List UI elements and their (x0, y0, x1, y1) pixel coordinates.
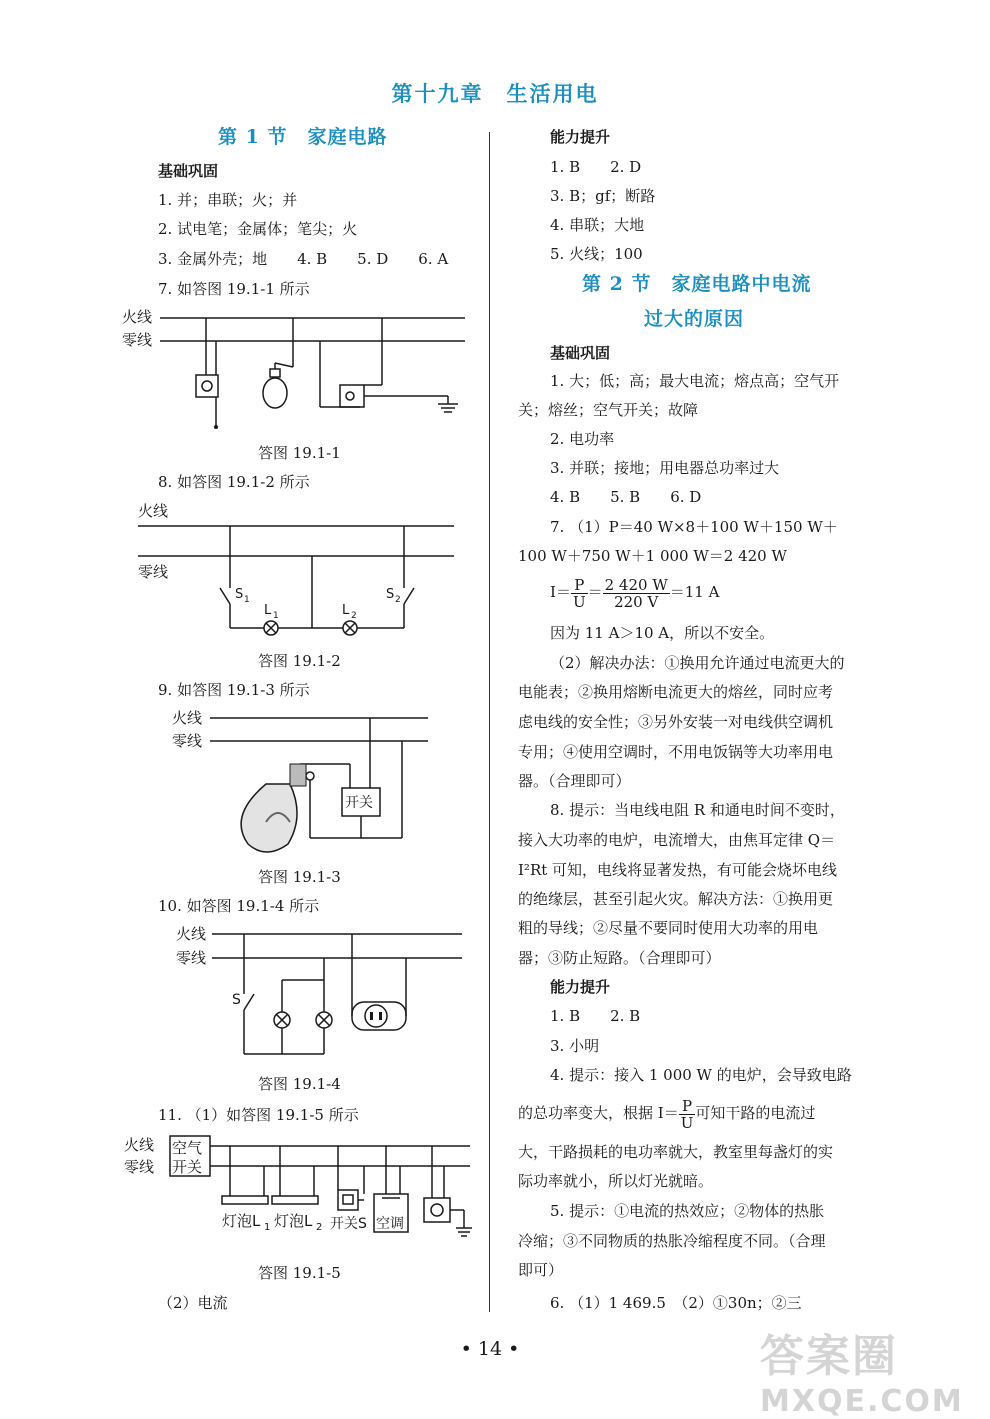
section2-title: 第 2 节 家庭电路中电流 (582, 273, 812, 295)
switch-s-label: 开关S (330, 1216, 367, 1232)
figure-caption: 答图 19.1-3 (258, 868, 341, 886)
bulb1-label: 灯泡L (222, 1212, 261, 1230)
lamp-l2-subscript: 2 (351, 611, 357, 621)
formula-current (550, 572, 719, 612)
answer-item: 4. 提示：接入 1 000 W 的电炉，会导致电路 (550, 1066, 852, 1084)
figure-caption: 答图 19.1-4 (258, 1075, 341, 1093)
basic-label: 基础巩固 (550, 344, 611, 362)
fraction-numerator: 2 420 W (604, 575, 668, 594)
ability-label: 能力提升 (550, 978, 611, 996)
answer-item: （2）解决办法：①换用允许通过电流更大的 (550, 654, 845, 672)
chapter-title: 第十九章 生活用电 (391, 81, 599, 106)
switch-s2-label: S (386, 587, 395, 602)
circuit-diagram-3 (170, 704, 440, 864)
answer-item: I²Rt 可知，电线将显著发热，有可能会烧坏电线 (518, 861, 838, 879)
ac-label: 空调 (376, 1216, 404, 1232)
answer-item: 5. 火线；100 (550, 245, 643, 263)
lamp-l2-label: L (342, 603, 350, 618)
answer-item: 3. 金属外壳；地 4. B 5. D 6. A (158, 250, 449, 268)
answer-item: 专用；④使用空调时，不用电饭锅等大功率用电 (518, 743, 834, 761)
basic-label: 基础巩固 (158, 162, 219, 180)
switch-s1-subscript: 1 (244, 595, 250, 605)
answer-item: 3. B；gf；断路 (550, 187, 656, 205)
live-wire-label: 火线 (122, 308, 153, 326)
answer-item: 粗的导线；②尽量不要同时使用大功率的用电 (518, 919, 819, 937)
fraction-denominator: U (680, 1113, 694, 1132)
answer-item: 11. （1）如答图 19.1-5 所示 (158, 1106, 359, 1124)
answer-item: 大，干路损耗的电功率就大，教室里每盏灯的实 (518, 1143, 834, 1161)
answer-item: 的绝缘层，甚至引起火灾。解决方法：①换用更 (518, 890, 834, 908)
text-segment: 的总功率变大，根据 I＝ (518, 1104, 679, 1122)
fraction (603, 577, 670, 610)
answer-item: 1. B 2. B (550, 1007, 641, 1025)
neutral-wire-label: 零线 (122, 331, 153, 349)
formula-mid: ＝ (587, 583, 603, 601)
column-divider (489, 132, 490, 1312)
neutral-wire-label: 零线 (172, 732, 203, 750)
section2-title-line2: 过大的原因 (644, 308, 745, 330)
bulb2-label: 灯泡L (274, 1212, 313, 1230)
answer-item: 1. 并；串联；火；并 (158, 191, 298, 209)
fraction-numerator: P (679, 1098, 696, 1115)
air-switch-label-1: 空气 (172, 1139, 203, 1157)
answer-item: 关；熔丝；空气开关；故障 (518, 401, 699, 419)
circuit-diagram-4 (176, 922, 476, 1062)
text-segment: 可知干路的电流过 (695, 1104, 816, 1122)
answer-item: 器；③防止短路。（合理即可） (518, 949, 721, 967)
answer-item: 7. 如答图 19.1-1 所示 (158, 280, 310, 298)
answer-item: 1. B 2. D (550, 158, 642, 176)
answer-item: 8. 提示：当电线电阻 R 和通电时间不变时， (550, 801, 845, 819)
answer-item (518, 1093, 815, 1133)
answer-item: 3. 并联；接地；用电器总功率过大 (550, 459, 780, 477)
answer-item: 4. B 5. B 6. D (550, 488, 702, 506)
fraction (679, 1098, 696, 1131)
answer-item: 4. 串联；大地 (550, 216, 645, 234)
answer-item: 100 W＋750 W＋1 000 W＝2 420 W (518, 547, 787, 565)
neutral-wire-label: 零线 (124, 1158, 155, 1176)
answer-item: 8. 如答图 19.1-2 所示 (158, 473, 310, 491)
answer-item: 6. （1）1 469.5 （2）①30n；②三 (550, 1294, 802, 1312)
answer-item: 冷缩；③不同物质的热胀冷缩程度不同。（合理 (518, 1232, 826, 1250)
switch-label: 开关 (345, 795, 373, 811)
circuit-diagram-2 (134, 498, 474, 648)
formula-lhs: I＝ (550, 583, 571, 601)
answer-item: 10. 如答图 19.1-4 所示 (158, 897, 320, 915)
answer-item: 际功率就小，所以灯光就暗。 (518, 1172, 714, 1190)
answer-item: 2. 电功率 (550, 430, 615, 448)
neutral-wire-label: 零线 (176, 949, 207, 967)
live-wire-label: 火线 (124, 1136, 155, 1154)
watermark (760, 1320, 964, 1419)
figure-caption: 答图 19.1-5 (258, 1264, 341, 1282)
fraction (571, 577, 588, 610)
answer-item: 5. 提示：①电流的热效应；②物体的热胀 (550, 1202, 825, 1220)
lamp-l1-label: L (264, 603, 272, 618)
answer-item: 1. 大；低；高；最大电流；熔点高；空气开 (550, 372, 840, 390)
fraction-denominator: U (572, 592, 586, 611)
figure-caption: 答图 19.1-1 (258, 444, 341, 462)
bulb1-subscript: 1 (264, 1222, 271, 1233)
answer-item: 因为 11 A＞10 A，所以不安全。 (550, 624, 775, 642)
watermark-line: 答案圈 (760, 1331, 898, 1382)
section1-title: 第 1 节 家庭电路 (218, 126, 388, 148)
watermark-line: MXQE.COM (760, 1384, 964, 1419)
switch-s1-label: S (235, 587, 244, 602)
bulb2-subscript: 2 (316, 1222, 323, 1233)
figure-caption: 答图 19.1-2 (258, 652, 341, 670)
answer-item: 9. 如答图 19.1-3 所示 (158, 681, 310, 699)
lamp-l1-subscript: 1 (273, 611, 279, 621)
fraction-numerator: P (571, 577, 588, 594)
switch-s2-subscript: 2 (395, 595, 401, 605)
switch-s-label: S (232, 992, 241, 1008)
circuit-diagram-5 (124, 1128, 480, 1248)
ability-label: 能力提升 (550, 128, 611, 146)
neutral-wire-label: 零线 (138, 563, 169, 581)
answer-item: 7. （1）P＝40 W×8＋100 W＋150 W＋ (550, 518, 838, 536)
answer-item: （2）电流 (158, 1294, 228, 1312)
formula-rhs: ＝11 A (669, 583, 720, 601)
answer-item: 3. 小明 (550, 1037, 600, 1055)
answer-item: 即可） (518, 1261, 564, 1279)
answer-item: 电能表；②换用熔断电流更大的熔丝，同时应考 (518, 683, 834, 701)
fraction-denominator: 220 V (614, 592, 659, 611)
answer-item: 2. 试电笔；金属体；笔尖；火 (158, 220, 358, 238)
answer-item: 虑电线的安全性；③另外安装一对电线供空调机 (518, 713, 834, 731)
live-wire-label: 火线 (172, 709, 203, 727)
air-switch-label-2: 开关 (172, 1158, 203, 1176)
page-number: • 14 • (460, 1338, 520, 1360)
circuit-diagram-1 (120, 305, 480, 435)
answer-item: 接入大功率的电炉，电流增大，由焦耳定律 Q＝ (518, 831, 836, 849)
live-wire-label: 火线 (176, 925, 207, 943)
answer-item: 器。（合理即可） (518, 772, 631, 790)
watermark-text (760, 1320, 964, 1419)
live-wire-label: 火线 (138, 502, 169, 520)
